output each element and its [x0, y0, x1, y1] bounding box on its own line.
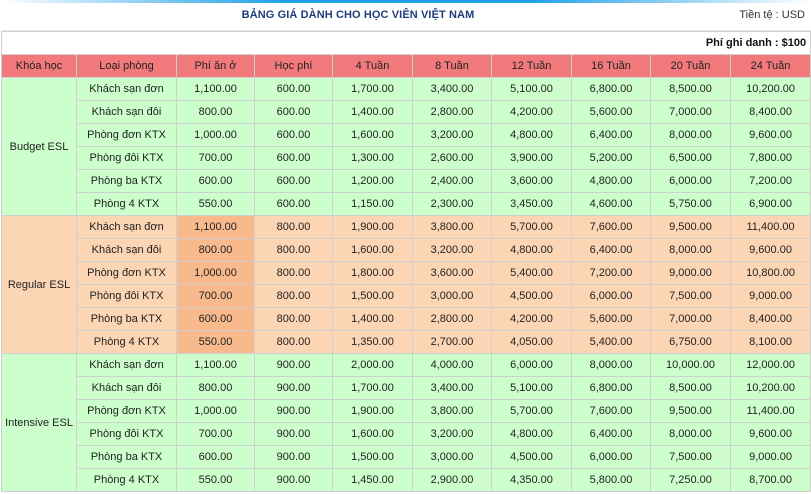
meal-fee-cell: 550.00 [177, 331, 255, 354]
tuition-cell: 600.00 [255, 170, 333, 193]
total-price-cell: 2,000.00 [333, 354, 413, 377]
total-price-cell: 5,750.00 [651, 193, 731, 216]
total-price-cell: 9,600.00 [731, 423, 811, 446]
meal-fee-cell: 1,000.00 [177, 262, 255, 285]
total-price-cell: 6,000.00 [572, 446, 651, 469]
total-price-cell: 3,000.00 [413, 285, 492, 308]
total-price-cell: 3,800.00 [413, 400, 492, 423]
meal-fee-cell: 1,100.00 [177, 354, 255, 377]
total-price-cell: 8,700.00 [731, 469, 811, 492]
total-price-cell: 5,100.00 [492, 377, 572, 400]
page-title: BẢNG GIÁ DÀNH CHO HỌC VIÊN VIỆT NAM [241, 9, 475, 21]
total-price-cell: 7,200.00 [572, 262, 651, 285]
total-price-cell: 6,800.00 [572, 78, 651, 101]
course-name: Budget ESL [2, 78, 77, 216]
course-name: Regular ESL [2, 216, 77, 354]
total-price-cell: 4,800.00 [492, 423, 572, 446]
total-price-cell: 4,800.00 [572, 170, 651, 193]
total-price-cell: 9,000.00 [731, 446, 811, 469]
total-price-cell: 4,200.00 [492, 308, 572, 331]
room-type-cell: Khách sạn đơn [77, 354, 177, 377]
total-price-cell: 7,500.00 [651, 285, 731, 308]
total-price-cell: 1,500.00 [333, 285, 413, 308]
total-price-cell: 7,500.00 [651, 446, 731, 469]
total-price-cell: 8,000.00 [651, 124, 731, 147]
currency-label: Tiền tệ : USD [739, 9, 805, 21]
total-price-cell: 1,300.00 [333, 147, 413, 170]
tuition-cell: 600.00 [255, 124, 333, 147]
meal-fee-cell: 600.00 [177, 446, 255, 469]
total-price-cell: 1,450.00 [333, 469, 413, 492]
meal-fee-cell: 1,000.00 [177, 124, 255, 147]
total-price-cell: 3,200.00 [413, 423, 492, 446]
total-price-cell: 6,400.00 [572, 423, 651, 446]
table-row [2, 469, 811, 492]
total-price-cell: 11,400.00 [731, 400, 811, 423]
meal-fee-cell: 800.00 [177, 101, 255, 124]
room-type-cell: Phòng đơn KTX [77, 262, 177, 285]
total-price-cell: 6,750.00 [651, 331, 731, 354]
header-meal-fee: Phí ăn ở [177, 55, 255, 78]
total-price-cell: 3,800.00 [413, 216, 492, 239]
tuition-cell: 800.00 [255, 216, 333, 239]
header-course: Khóa học [2, 55, 77, 78]
total-price-cell: 7,250.00 [651, 469, 731, 492]
meal-fee-cell: 600.00 [177, 308, 255, 331]
total-price-cell: 4,000.00 [413, 354, 492, 377]
table-row [2, 170, 811, 193]
total-price-cell: 4,350.00 [492, 469, 572, 492]
registration-fee: Phí ghi danh : $100 [2, 32, 811, 55]
total-price-cell: 6,500.00 [651, 147, 731, 170]
table-row [2, 400, 811, 423]
total-price-cell: 9,600.00 [731, 124, 811, 147]
tuition-cell: 800.00 [255, 308, 333, 331]
total-price-cell: 5,200.00 [572, 147, 651, 170]
header-12-weeks: 12 Tuần [492, 55, 572, 78]
tuition-cell: 600.00 [255, 101, 333, 124]
total-price-cell: 7,000.00 [651, 101, 731, 124]
total-price-cell: 2,800.00 [413, 308, 492, 331]
room-type-cell: Khách sạn đôi [77, 101, 177, 124]
total-price-cell: 3,450.00 [492, 193, 572, 216]
room-type-cell: Phòng 4 KTX [77, 469, 177, 492]
total-price-cell: 7,800.00 [731, 147, 811, 170]
tuition-cell: 600.00 [255, 78, 333, 101]
room-type-cell: Khách sạn đôi [77, 239, 177, 262]
room-type-cell: Phòng đôi KTX [77, 423, 177, 446]
room-type-cell: Phòng đơn KTX [77, 400, 177, 423]
tuition-cell: 900.00 [255, 469, 333, 492]
total-price-cell: 1,400.00 [333, 308, 413, 331]
total-price-cell: 4,600.00 [572, 193, 651, 216]
table-row [2, 285, 811, 308]
total-price-cell: 6,000.00 [492, 354, 572, 377]
total-price-cell: 5,100.00 [492, 78, 572, 101]
table-row [2, 423, 811, 446]
tuition-cell: 600.00 [255, 147, 333, 170]
header-bar [0, 0, 811, 31]
tuition-cell: 900.00 [255, 377, 333, 400]
total-price-cell: 5,700.00 [492, 400, 572, 423]
total-price-cell: 4,800.00 [492, 239, 572, 262]
total-price-cell: 1,700.00 [333, 78, 413, 101]
total-price-cell: 10,800.00 [731, 262, 811, 285]
total-price-cell: 9,600.00 [731, 239, 811, 262]
total-price-cell: 6,000.00 [651, 170, 731, 193]
meal-fee-cell: 800.00 [177, 377, 255, 400]
table-row [2, 216, 811, 239]
price-table [1, 31, 811, 492]
total-price-cell: 8,100.00 [731, 331, 811, 354]
room-type-cell: Phòng 4 KTX [77, 331, 177, 354]
total-price-cell: 6,400.00 [572, 239, 651, 262]
header-8-weeks: 8 Tuần [413, 55, 492, 78]
total-price-cell: 5,400.00 [492, 262, 572, 285]
meal-fee-cell: 800.00 [177, 239, 255, 262]
total-price-cell: 3,400.00 [413, 78, 492, 101]
table-row [2, 308, 811, 331]
meal-fee-cell: 600.00 [177, 170, 255, 193]
total-price-cell: 7,200.00 [731, 170, 811, 193]
total-price-cell: 9,500.00 [651, 216, 731, 239]
tuition-cell: 800.00 [255, 239, 333, 262]
total-price-cell: 3,400.00 [413, 377, 492, 400]
table-row [2, 262, 811, 285]
total-price-cell: 3,900.00 [492, 147, 572, 170]
total-price-cell: 2,700.00 [413, 331, 492, 354]
total-price-cell: 1,200.00 [333, 170, 413, 193]
total-price-cell: 5,600.00 [572, 308, 651, 331]
total-price-cell: 11,400.00 [731, 216, 811, 239]
total-price-cell: 8,500.00 [651, 377, 731, 400]
table-row [2, 101, 811, 124]
header-room-type: Loại phòng [77, 55, 177, 78]
table-header-row [2, 55, 811, 78]
total-price-cell: 1,800.00 [333, 262, 413, 285]
tuition-cell: 900.00 [255, 354, 333, 377]
total-price-cell: 4,050.00 [492, 331, 572, 354]
room-type-cell: Khách sạn đơn [77, 216, 177, 239]
total-price-cell: 1,400.00 [333, 101, 413, 124]
room-type-cell: Phòng ba KTX [77, 446, 177, 469]
total-price-cell: 1,600.00 [333, 423, 413, 446]
total-price-cell: 8,000.00 [651, 239, 731, 262]
meal-fee-cell: 1,000.00 [177, 400, 255, 423]
course-name: Intensive ESL [2, 354, 77, 492]
total-price-cell: 1,350.00 [333, 331, 413, 354]
total-price-cell: 3,600.00 [492, 170, 572, 193]
total-price-cell: 12,000.00 [731, 354, 811, 377]
total-price-cell: 4,500.00 [492, 446, 572, 469]
table-row [2, 193, 811, 216]
total-price-cell: 9,500.00 [651, 400, 731, 423]
header-16-weeks: 16 Tuần [572, 55, 651, 78]
tuition-cell: 600.00 [255, 193, 333, 216]
tuition-cell: 800.00 [255, 262, 333, 285]
meal-fee-cell: 550.00 [177, 193, 255, 216]
total-price-cell: 4,500.00 [492, 285, 572, 308]
tuition-cell: 800.00 [255, 285, 333, 308]
table-row [2, 239, 811, 262]
total-price-cell: 2,600.00 [413, 147, 492, 170]
room-type-cell: Phòng đôi KTX [77, 147, 177, 170]
total-price-cell: 8,500.00 [651, 78, 731, 101]
total-price-cell: 8,000.00 [651, 423, 731, 446]
total-price-cell: 1,150.00 [333, 193, 413, 216]
meal-fee-cell: 700.00 [177, 147, 255, 170]
meal-fee-cell: 700.00 [177, 285, 255, 308]
total-price-cell: 1,900.00 [333, 216, 413, 239]
total-price-cell: 7,000.00 [651, 308, 731, 331]
total-price-cell: 8,400.00 [731, 101, 811, 124]
tuition-cell: 900.00 [255, 446, 333, 469]
total-price-cell: 5,600.00 [572, 101, 651, 124]
header-4-weeks: 4 Tuần [333, 55, 413, 78]
room-type-cell: Phòng đôi KTX [77, 285, 177, 308]
total-price-cell: 5,400.00 [572, 331, 651, 354]
meal-fee-cell: 1,100.00 [177, 216, 255, 239]
table-row [2, 331, 811, 354]
header-20-weeks: 20 Tuần [651, 55, 731, 78]
total-price-cell: 5,800.00 [572, 469, 651, 492]
registration-fee-row [2, 32, 811, 55]
total-price-cell: 7,600.00 [572, 400, 651, 423]
total-price-cell: 10,200.00 [731, 377, 811, 400]
total-price-cell: 2,900.00 [413, 469, 492, 492]
room-type-cell: Phòng 4 KTX [77, 193, 177, 216]
total-price-cell: 10,000.00 [651, 354, 731, 377]
total-price-cell: 6,000.00 [572, 285, 651, 308]
table-row [2, 354, 811, 377]
total-price-cell: 3,200.00 [413, 124, 492, 147]
total-price-cell: 8,400.00 [731, 308, 811, 331]
tuition-cell: 800.00 [255, 331, 333, 354]
table-row [2, 377, 811, 400]
room-type-cell: Phòng đơn KTX [77, 124, 177, 147]
table-row [2, 78, 811, 101]
total-price-cell: 5,700.00 [492, 216, 572, 239]
total-price-cell: 9,000.00 [651, 262, 731, 285]
total-price-cell: 9,000.00 [731, 285, 811, 308]
total-price-cell: 1,600.00 [333, 124, 413, 147]
room-type-cell: Phòng ba KTX [77, 170, 177, 193]
tuition-cell: 900.00 [255, 400, 333, 423]
meal-fee-cell: 700.00 [177, 423, 255, 446]
total-price-cell: 8,000.00 [572, 354, 651, 377]
table-row [2, 147, 811, 170]
total-price-cell: 1,500.00 [333, 446, 413, 469]
total-price-cell: 4,800.00 [492, 124, 572, 147]
room-type-cell: Khách sạn đơn [77, 78, 177, 101]
total-price-cell: 1,700.00 [333, 377, 413, 400]
total-price-cell: 6,400.00 [572, 124, 651, 147]
total-price-cell: 3,000.00 [413, 446, 492, 469]
total-price-cell: 2,400.00 [413, 170, 492, 193]
total-price-cell: 6,800.00 [572, 377, 651, 400]
table-body [2, 78, 811, 492]
room-type-cell: Phòng ba KTX [77, 308, 177, 331]
total-price-cell: 4,200.00 [492, 101, 572, 124]
total-price-cell: 1,600.00 [333, 239, 413, 262]
room-type-cell: Khách sạn đôi [77, 377, 177, 400]
total-price-cell: 10,200.00 [731, 78, 811, 101]
header-tuition: Học phí [255, 55, 333, 78]
header-24-weeks: 24 Tuần [731, 55, 811, 78]
table-row [2, 446, 811, 469]
meal-fee-cell: 550.00 [177, 469, 255, 492]
total-price-cell: 3,600.00 [413, 262, 492, 285]
total-price-cell: 2,300.00 [413, 193, 492, 216]
total-price-cell: 1,900.00 [333, 400, 413, 423]
total-price-cell: 3,200.00 [413, 239, 492, 262]
tuition-cell: 900.00 [255, 423, 333, 446]
total-price-cell: 7,600.00 [572, 216, 651, 239]
table-row [2, 124, 811, 147]
meal-fee-cell: 1,100.00 [177, 78, 255, 101]
total-price-cell: 6,900.00 [731, 193, 811, 216]
total-price-cell: 2,800.00 [413, 101, 492, 124]
